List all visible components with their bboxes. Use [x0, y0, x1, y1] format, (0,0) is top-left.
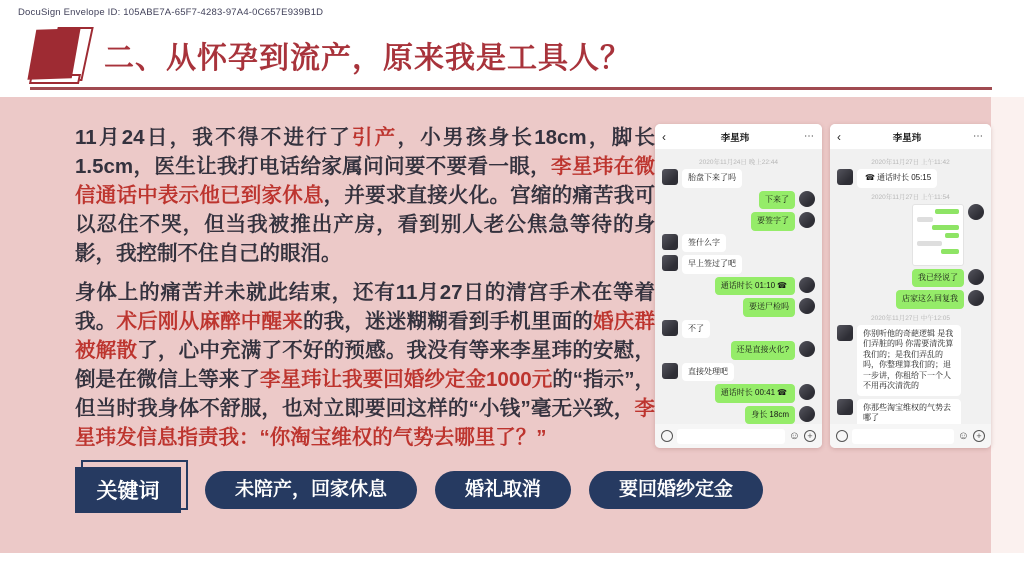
message-bubble: 签什么字	[682, 234, 726, 253]
avatar	[662, 234, 678, 250]
chat-timestamp: 2020年11月27日 上午11:54	[871, 193, 950, 201]
message-bubble	[715, 277, 795, 296]
message-row	[662, 406, 815, 425]
avatar	[799, 384, 815, 400]
thumbnail-bubble	[935, 209, 959, 214]
message-row	[662, 212, 815, 231]
chat-contact-name: 李星玮	[720, 132, 750, 144]
thumbnail-bubble	[941, 249, 959, 254]
avatar	[799, 406, 815, 422]
back-icon: ‹	[837, 129, 841, 144]
avatar	[837, 325, 853, 341]
avatar	[968, 204, 984, 220]
message-row	[837, 169, 984, 188]
thumbnail-bubble	[945, 233, 959, 238]
message-row	[662, 384, 815, 403]
message-input	[677, 429, 785, 444]
title-underline	[30, 87, 992, 90]
message-bubble: 要签字了	[751, 212, 795, 231]
keyword-pill: 婚礼取消	[435, 471, 571, 509]
back-icon: ‹	[662, 129, 666, 144]
message-row	[837, 399, 984, 425]
message-row	[837, 269, 984, 288]
thumbnail-bubble	[917, 241, 942, 246]
message-bubble: 身长 18cm	[745, 406, 795, 425]
emoji-icon: ☺	[957, 429, 969, 442]
chat-timestamp: 2020年11月27日 上午11:42	[871, 159, 950, 166]
message-row	[662, 277, 815, 296]
call-duration-text: 通话时长 00:41	[720, 388, 776, 397]
message-bubble: 还是直接火化?	[731, 341, 795, 360]
avatar	[662, 169, 678, 185]
message-bubble: 不了	[682, 320, 710, 339]
voice-icon	[836, 430, 848, 442]
text-segment: ，小男孩身长18cm，脚长1.5cm，医生让我打电话给家属问问要不要看一眼，	[75, 126, 655, 178]
message-row	[662, 320, 815, 339]
message-row	[662, 341, 815, 360]
text-segment: 的“指示”，但当时我身体不舒服，也对立即要回这样的“小钱”毫无兴致，	[75, 368, 656, 420]
avatar	[837, 169, 853, 185]
text-segment: 李星玮让我要回婚纱定金1000元	[259, 368, 553, 391]
phone-icon: ☎	[777, 280, 787, 290]
chat-messages	[655, 149, 822, 424]
text-segment: 11月24日，我不得不进行了	[75, 126, 352, 149]
message-bubble: 下来了	[759, 191, 795, 210]
emoji-icon: ☺	[788, 429, 800, 442]
message-bubble	[857, 169, 937, 188]
keyword-pill: 未陪产，回家休息	[205, 471, 417, 509]
avatar	[662, 320, 678, 336]
wechat-screenshot-1	[655, 124, 822, 448]
keywords-label: 关键词	[75, 467, 181, 513]
book-front-cover	[27, 28, 80, 80]
docusign-envelope-id: DocuSign Envelope ID: 105ABE7A-65F7-4283-97A4-0C657E939B1D	[18, 7, 324, 18]
text-segment: 了，心中充满了不好的预感。我没有等来李星玮的安慰，倒是在微信上等来了	[75, 339, 656, 391]
message-bubble: 店家这么回复我	[896, 290, 964, 309]
keyword-pills	[205, 471, 763, 509]
avatar	[799, 341, 815, 357]
more-icon: ⋯	[973, 131, 984, 142]
plus-icon: +	[804, 430, 816, 442]
avatar	[799, 277, 815, 293]
message-input	[852, 429, 954, 444]
slide-title: 二、从怀孕到流产，原来我是工具人？	[104, 42, 631, 75]
story-text	[75, 123, 655, 462]
thumbnail-bubble	[932, 225, 959, 230]
message-row	[837, 204, 984, 266]
chat-header	[655, 124, 822, 149]
message-row	[837, 290, 984, 309]
chat-timestamp: 2020年11月24日 晚上22:44	[698, 159, 778, 166]
message-bubble: 你别听他的奇葩逻辑 是我们弄脏的吗 你需要清洗算我们的；是我们弄乱的吗，你整理算我们的；退一步讲，你租给下一个人不用再次清洗的	[857, 325, 961, 396]
chat-contact-name: 李星玮	[892, 132, 922, 144]
voice-icon	[661, 430, 673, 442]
wechat-screenshot-2	[830, 124, 991, 448]
avatar	[799, 191, 815, 207]
chat-timestamp: 2020年11月27日 中午12:05	[870, 314, 950, 322]
avatar	[662, 255, 678, 271]
text-segment: ，并要求直接火化。宫缩的痛苦我可以忍住不哭，但当我被推出产房，看到别人老公焦急等待的身影，我控制不住自己的眼泪。	[75, 184, 656, 265]
text-segment: 身体上的痛苦并未就此结束，还有11月27日的清宫手术在等着我。	[75, 281, 655, 333]
message-bubble: 你那些淘宝维权的气势去哪了	[857, 399, 961, 425]
phone-icon: ☎	[865, 173, 875, 182]
avatar	[799, 298, 815, 314]
avatar	[799, 212, 815, 228]
text-segment: 的我，迷迷糊糊看到手机里面的	[302, 310, 594, 333]
call-duration-text: 通话时长 01:10	[720, 280, 776, 290]
message-row	[837, 325, 984, 396]
message-row	[662, 255, 815, 274]
right-margin-strip	[991, 97, 1024, 553]
message-row	[662, 191, 815, 210]
message-row	[662, 363, 815, 382]
story-paragraph	[75, 278, 655, 452]
avatar	[662, 363, 678, 379]
message-bubble: 我已经说了	[912, 269, 964, 288]
avatar	[968, 290, 984, 306]
chat-input-bar	[655, 424, 822, 448]
text-segment: 婚庆群被解散	[75, 310, 656, 362]
phone-icon: ☎	[777, 388, 787, 397]
story-paragraph	[75, 123, 655, 268]
message-row	[662, 169, 815, 188]
text-segment: 李星玮发信息指责我：“你淘宝维权的气势去哪里了？”	[75, 397, 655, 449]
text-segment: 术后刚从麻醉中醒来	[116, 310, 303, 333]
keyword-pill: 要回婚纱定金	[589, 471, 763, 509]
plus-icon: +	[973, 430, 985, 442]
avatar	[968, 269, 984, 285]
call-duration-text: 通话时长 05:15	[876, 173, 932, 182]
book-icon	[30, 26, 96, 88]
message-bubble	[912, 204, 964, 266]
chat-image-thumbnail	[912, 204, 964, 266]
chat-input-bar	[830, 424, 991, 448]
message-bubble: 要送尸检吗	[743, 298, 795, 317]
message-bubble	[715, 384, 795, 403]
message-row	[662, 234, 815, 253]
message-bubble: 直接处理吧	[682, 363, 734, 382]
thumbnail-bubble	[917, 217, 933, 222]
message-bubble: 早上签过了吧	[682, 255, 742, 274]
message-row	[662, 298, 815, 317]
chat-header	[830, 124, 991, 149]
more-icon: ⋯	[804, 131, 815, 142]
avatar	[837, 399, 853, 415]
message-bubble: 胎盘下来了吗	[682, 169, 742, 188]
chat-messages	[830, 149, 991, 424]
text-segment: 李星玮在微信通话中表示他已到家休息	[75, 155, 655, 207]
text-segment: 引产	[351, 126, 398, 149]
